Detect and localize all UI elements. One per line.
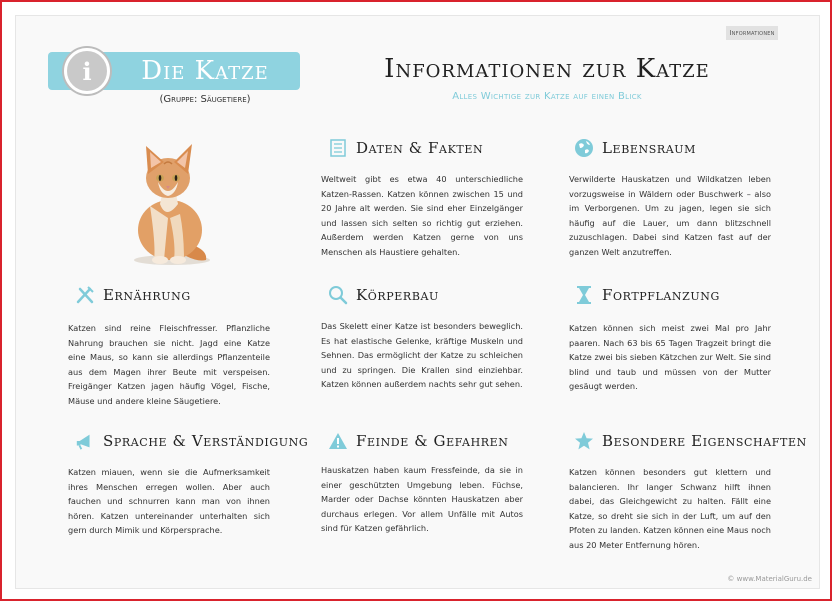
section-lebensraum-heading [574,138,696,158]
section-fortpflanzung-title: Fortpflanzung [602,286,720,304]
animal-title: Die Katze [141,56,269,86]
cutlery-icon [75,285,95,305]
section-koerperbau-heading [328,285,439,305]
section-fortpflanzung-text: Katzen können sich meist zwei Mal pro Jahr paaren. Nach 63 bis 65 Tagen Tragzeit bringt die Katze zwei bis sieben Kätzchen zur Welt. Sie sind blind und taub und müssen von der Mutter gesäugt werden. [569,323,771,392]
magnifier-icon [328,285,348,305]
copyright-notice: © www.MaterialGuru.de [727,575,812,583]
section-feinde-heading [328,431,509,451]
section-feinde-title: Feinde & Gefahren [356,432,509,450]
section-fortpflanzung-heading [574,285,720,305]
section-feinde-text: Hauskatzen haben kaum Fressfeinde, da sie in einer geschützten Umgebung leben. Füchse, Marder oder Dachse könnten Hauskatzen aber durchaus erlegen. Vor allem Unfälle mit Autos sind für Katzen gefährlich. [321,465,523,534]
section-sprache-text: Katzen miauen, wenn sie die Aufmerksamkeit ihres Menschen erregen wollen. Aber auch fauchen und schnurren kann man von ihnen hören. Katzen untereinander unterhalten sich gern durch Mimik und Körpersprache. [68,467,270,536]
page-title: Informationen zur Katze [384,54,710,84]
section-besondere-heading [574,431,807,451]
section-besondere-text: Katzen können besonders gut klettern und balancieren. Ihr langer Schwanz hilft ihnen dabei, das Gleichgewicht zu halten. Fällt eine Katze, so dreht sie sich in der Luft, um auf den Pfoten zu landen. Katzen können eine Maus noch aus 20 Meter Entfernung hören. [569,467,771,550]
section-lebensraum-title: Lebensraum [602,139,697,157]
section-koerperbau-title: Körperbau [356,286,439,304]
globe-icon [574,138,594,158]
category-tag: Informationen [726,26,778,40]
section-besondere-title: Besondere Eigenschaften [602,432,807,450]
section-ernaehrung-heading [75,285,191,305]
info-icon: i [64,48,110,94]
warning-icon [328,431,348,451]
section-sprache-heading [75,431,308,451]
cat-image [120,134,212,266]
list-icon [328,138,348,158]
megaphone-icon [75,431,95,451]
section-sprache-title: Sprache & Verständigung [103,432,309,450]
star-icon [574,431,594,451]
section-daten-title: Daten & Fakten [356,139,484,157]
animal-group: (Gruppe: Säugetiere) [159,94,251,105]
section-koerperbau-text: Das Skelett einer Katze ist besonders beweglich. Es hat elastische Gelenke, kräftige Muskeln und Sehnen. Das ermöglicht der Katze zu schleichen und zu springen. Die Krallen sind einziehbar. Katzen können außerdem nachts sehr gut sehen. [321,321,523,390]
section-lebensraum-text: Verwilderte Hauskatzen und Wildkatzen leben vorzugsweise in Wäldern oder Buschwerk – also im Verborgenen. Um zu jagen, legen sie sich häufig auf die Lauer, um dann blitzschnell zuzuschlagen. Dabei sind Katzen fast auf der ganzen Welt anzutreffen. [569,174,771,257]
hourglass-icon [574,285,594,305]
section-daten-heading [328,138,483,158]
page-subtitle: Alles Wichtige zur Katze auf einen Blick [452,91,642,102]
section-ernaehrung-title: Ernährung [103,286,191,304]
section-ernaehrung-text: Katzen sind reine Fleischfresser. Pflanzliche Nahrung brauchen sie nicht. Jagd eine Katze eine Maus, so kann sie allerdings Pflanzenteile aus dem Magen ihrer Beute mit verspeisen. Freigänger Katzen jagen häufig Vögel, Fische, Mäuse und andere kleine Säugetiere. [68,323,270,406]
section-daten-text: Weltweit gibt es etwa 40 unterschiedliche Katzen-Rassen. Katzen können zwischen 15 und 20 Jahre alt werden. Sie sind eher Einzelgänger und lassen sich selten so richtig gut erziehen. Außerdem werden Katzen gerne von uns Menschen als Haustiere gehalten. [321,174,523,257]
